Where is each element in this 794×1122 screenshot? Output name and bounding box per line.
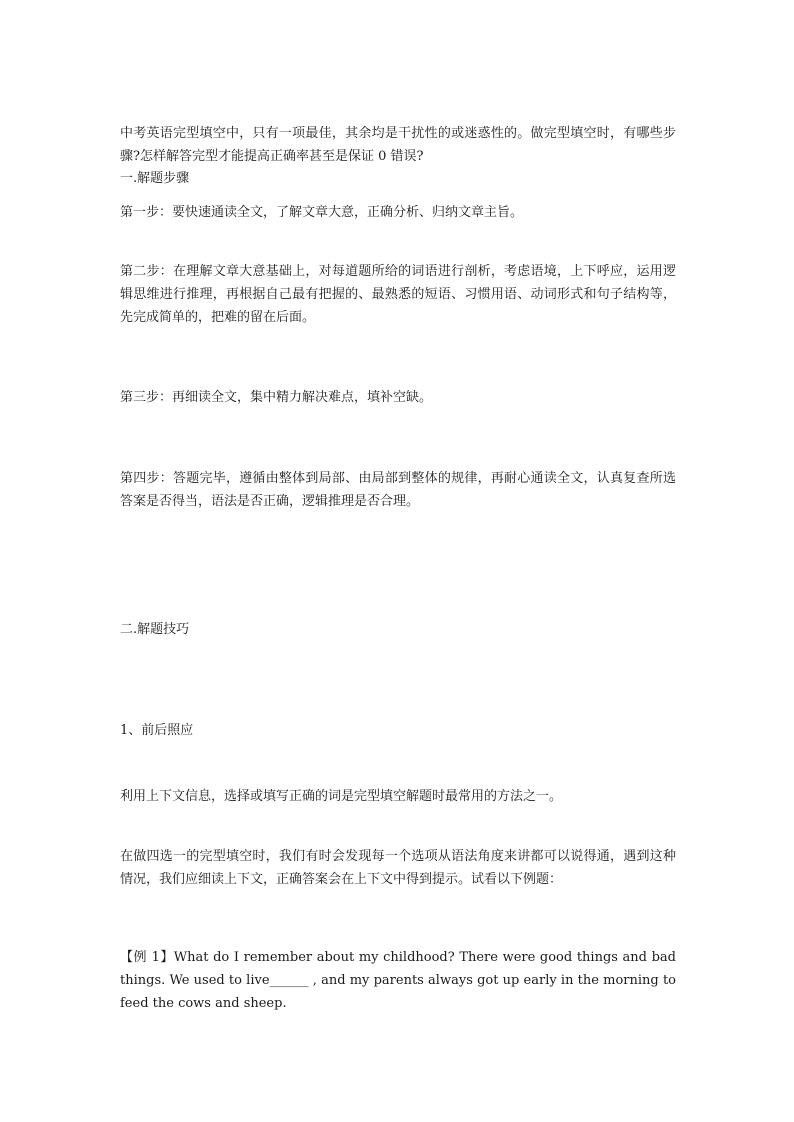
step-2-paragraph: 第二步：在理解文章大意基础上，对每道题所给的词语进行剖析，考虑语境，上下呼应，运用逻辑思维进行推理，再根据自己最有把握的、最熟悉的短语、习惯用语、动词形式和句子结构等，先完成简单的，把难的留在后面。	[120, 264, 676, 325]
step-1-paragraph: 第一步：要快速通读全文，了解文章大意，正确分析、归纳文章主旨。	[120, 205, 524, 220]
tip-1-heading: 1、前后照应	[120, 723, 194, 738]
section-heading-steps: 一.解题步骤	[120, 171, 190, 186]
example-1-paragraph: 【例 1】What do I remember about my childhood? There were good things and bad things. We used to live______ , and my parents always got up early in the morning to feed the cows and sheep.	[120, 950, 676, 1011]
step-4-paragraph: 第四步：答题完毕，遵循由整体到局部、由局部到整体的规律，再耐心通读全文，认真复查所选答案是否得当，语法是否正确，逻辑推理是否合理。	[120, 471, 676, 509]
tip-1-paragraph-1: 利用上下文信息，选择或填写正确的词是完型填空解题时最常用的方法之一。	[120, 789, 563, 804]
step-3-paragraph: 第三步：再细读全文，集中精力解决难点，填补空缺。	[120, 390, 433, 405]
tip-1-paragraph-2: 在做四选一的完型填空时，我们有时会发现每一个选项从语法角度来讲都可以说得通，遇到这种情况，我们应细读上下文，正确答案会在上下文中得到提示。试看以下例题：	[120, 849, 676, 887]
section-heading-techniques: 二.解题技巧	[120, 622, 190, 637]
intro-paragraph: 中考英语完型填空中，只有一项最佳，其余均是干扰性的或迷惑性的。做完型填空时，有哪些步骤?怎样解答完型才能提高正确率甚至是保证 0 错误?	[120, 126, 676, 164]
